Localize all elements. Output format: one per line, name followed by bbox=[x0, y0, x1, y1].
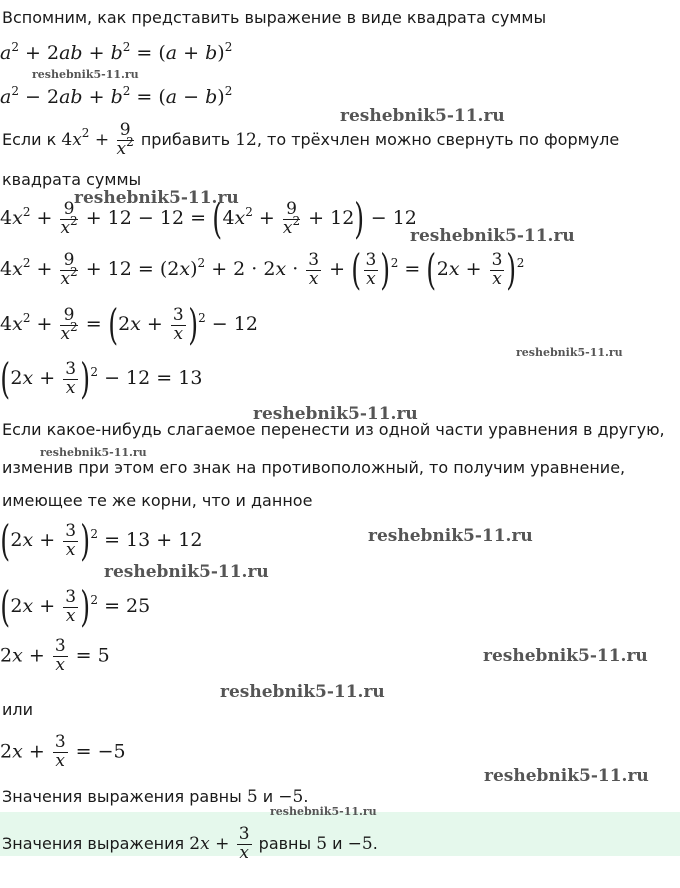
intro-text: Вспомним, как представить выражение в виде квадрата суммы bbox=[2, 8, 547, 27]
watermark: reshebnik5-11.ru bbox=[104, 562, 269, 582]
formula-square-of-difference: $a^2 - 2ab + b^2 = (a - b)^2$ bbox=[0, 84, 233, 108]
watermark: reshebnik5-11.ru bbox=[74, 188, 239, 208]
values-line: Значения выражения равны 5 и −5. bbox=[2, 787, 309, 807]
formula-square-of-sum: $a^2 + 2ab + b^2 = (a + b)^2$ bbox=[0, 40, 233, 64]
watermark: reshebnik5-11.ru bbox=[410, 226, 575, 246]
move-term-line3: имеющее те же корни, что и данное bbox=[2, 491, 313, 510]
watermark: reshebnik5-11.ru bbox=[516, 346, 623, 359]
equation-step-4: (2x + $\frac{3}{x}$ )$^2$ − 12 = 13 bbox=[0, 354, 203, 403]
watermark: reshebnik5-11.ru bbox=[368, 526, 533, 546]
watermark: reshebnik5-11.ru bbox=[340, 106, 505, 126]
watermark: reshebnik5-11.ru bbox=[40, 446, 147, 459]
watermark: reshebnik5-11.ru bbox=[220, 682, 385, 702]
equation-step-6: (2x + $\frac{3}{x}$ )$^2$ = 25 bbox=[0, 582, 151, 631]
move-term-line2: изменив при этом его знак на противоположный, то получим уравнение, bbox=[2, 458, 626, 477]
add-twelve-paragraph-line2: квадрата суммы bbox=[2, 170, 142, 189]
equation-step-2: $4x^2$ + $\frac{9}{x^2}$ + $12 = (2x)^2 + 2 \cdot 2x$ · $\frac{3}{x}$ + ( $\frac{3}{x}$ )$^2$ = (2x + $\frac{3}{x}$ )$^2$ bbox=[0, 245, 525, 294]
watermark: reshebnik5-11.ru bbox=[253, 404, 418, 424]
or-text: или bbox=[2, 700, 34, 719]
answer-text: Значения выражения 2x + $\frac{3}{x}$ равны 5 и −5. bbox=[2, 824, 378, 863]
move-term-line1: Если какое-нибудь слагаемое перенести из одной части уравнения в другую, bbox=[2, 420, 665, 439]
watermark: reshebnik5-11.ru bbox=[32, 68, 139, 81]
add-twelve-paragraph: Если к $4x^2$ + $\frac{9}{x^2}$ прибавить 12, то трёхчлен можно свернуть по формуле bbox=[2, 120, 620, 159]
watermark: reshebnik5-11.ru bbox=[484, 766, 649, 786]
equation-step-8: 2x + $\frac{3}{x}$ = −5 bbox=[0, 732, 126, 771]
equation-step-3: $4x^2$ + $\frac{9}{x^2}$ = (2x + $\frac{3}{x}$ )$^2$ − 12 bbox=[0, 300, 258, 349]
equation-step-7: 2x + $\frac{3}{x}$ = 5 bbox=[0, 636, 110, 675]
equation-step-5: (2x + $\frac{3}{x}$ )$^2$ = 13 + 12 bbox=[0, 516, 203, 565]
watermark: reshebnik5-11.ru bbox=[270, 805, 377, 818]
answer-box bbox=[0, 812, 680, 863]
equation-step-1: $4x^2$ + $\frac{9}{x^2}$ + $12 - 12 = (4x^2$ + $\frac{9}{x^2}$ + 12) − 12 bbox=[0, 194, 417, 243]
watermark: reshebnik5-11.ru bbox=[483, 646, 648, 666]
